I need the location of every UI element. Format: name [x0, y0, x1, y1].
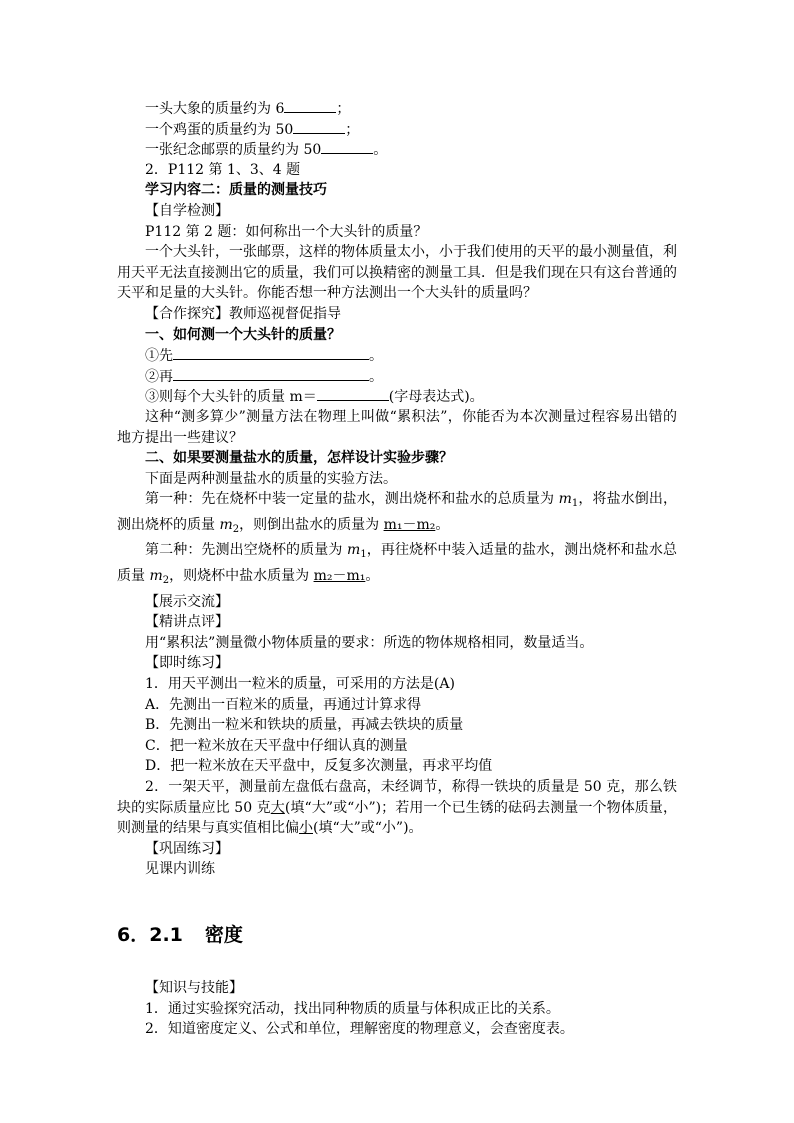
section-title: 6．2.1 密度	[117, 923, 243, 946]
answer-blank	[173, 345, 369, 360]
paragraph: 第二种：先测出空烧杯的质量为 $m_1$，再往烧杯中装入适量的盐水，测出烧杯和盐水总质量 $m_2$，则烧杯中盐水质量为 m₂－m₁。	[117, 542, 677, 587]
heading-self-check: 【自学检测】	[145, 202, 229, 219]
paragraph: 一个大头针，一张邮票，这样的物体质量太小，小于我们使用的天平的最小测量值，利用天平无法直接测出它的质量，我们可以换精密的测量工具．但是我们现在只有这台普通的天平和足量的大头针。你能否想一种方法测出一个大头针的质量吗？	[117, 244, 677, 302]
heading-practice: 【即时练习】	[145, 655, 229, 672]
heading-show-exchange: 【展示交流】	[145, 593, 229, 610]
document-page	[117, 98, 677, 1040]
text-line: 一张纪念邮票的质量约为 50 。	[117, 139, 677, 160]
heading-learning-content-2: 学习内容二：质量的测量技巧	[145, 182, 327, 199]
answer-text: m₁－m₂	[383, 516, 436, 533]
option-d: D．把一粒米放在天平盘中，反复多次测量，再求平均值	[145, 758, 493, 775]
text-line: 见课内训练	[145, 861, 215, 878]
text-line: 用“累积法”测量微小物体质量的要求：所选的物体规格相同，数量适当。	[145, 634, 594, 651]
heading-consolidation: 【巩固练习】	[145, 840, 229, 857]
option-b: B．先测出一粒米和铁块的质量，再减去铁块的质量	[145, 717, 464, 734]
option-a: A．先测出一百粒米的质量，再通过计算求得	[145, 696, 422, 713]
text-line: 一个鸡蛋的质量约为 50 ；	[117, 119, 677, 140]
question-heading-1: 一、如何测一个大头针的质量？	[145, 326, 341, 343]
answer-blank	[173, 366, 369, 381]
text-line: 1．通过实验探究活动，找出同种物质的质量与体积成正比的关系。	[145, 1000, 560, 1017]
question-2: 2．一架天平，测量前左盘低右盘高，未经调节，称得一铁块的质量是 50 克，那么铁块的实际质量应比 50 克大(填“大”或“小”)；若用一个已生锈的砝码去测量一个物体质量，则测量的结果与真实值相比偏小(填“大”或“小”)。	[117, 779, 677, 837]
answer-text: 小	[299, 820, 313, 837]
answer-blank	[293, 119, 345, 134]
answer-blank	[317, 386, 389, 401]
text-line: 下面是两种测量盐水的质量的实验方法。	[145, 470, 397, 487]
text-line: ②再 。	[117, 366, 677, 387]
text-line: ①先 。	[117, 345, 677, 366]
answer-text: m₂－m₁	[313, 568, 366, 585]
answer-blank	[284, 98, 336, 113]
question-1: 1．用天平测出一粒米的质量，可采用的方法是(A)	[145, 676, 455, 693]
question-heading-2: 二、如果要测量盐水的质量，怎样设计实验步骤？	[145, 450, 453, 467]
heading-comments: 【精讲点评】	[145, 614, 229, 631]
heading-knowledge-skills: 【知识与技能】	[145, 979, 243, 996]
answer-blank	[321, 139, 373, 154]
option-c: C．把一粒米放在天平盘中仔细认真的测量	[145, 737, 408, 754]
text-line: ③则每个大头针的质量 m＝ (字母表达式)。	[117, 386, 677, 407]
paragraph: 第一种：先在烧杯中装一定量的盐水，测出烧杯和盐水的总质量为 $m_1$，将盐水倒出，测出烧杯的质量 $m_2$，则倒出盐水的质量为 m₁－m₂。	[117, 491, 678, 535]
paragraph: 这种“测多算少”测量方法在物理上叫做“累积法”，你能否为本次测量过程容易出错的地方提出一些建议？	[117, 408, 677, 446]
heading-cooperative-inquiry: 【合作探究】教师巡视督促指导	[145, 305, 341, 322]
answer-text: 大	[270, 799, 285, 816]
text-line: 一头大象的质量约为 6 ；	[117, 98, 677, 119]
text-line: 2．P112 第 1、3、4 题	[145, 161, 301, 178]
text-line: 2．知道密度定义、公式和单位，理解密度的物理意义，会查密度表。	[145, 1021, 574, 1038]
text-line: P112 第 2 题：如何称出一个大头针的质量？	[145, 223, 428, 240]
